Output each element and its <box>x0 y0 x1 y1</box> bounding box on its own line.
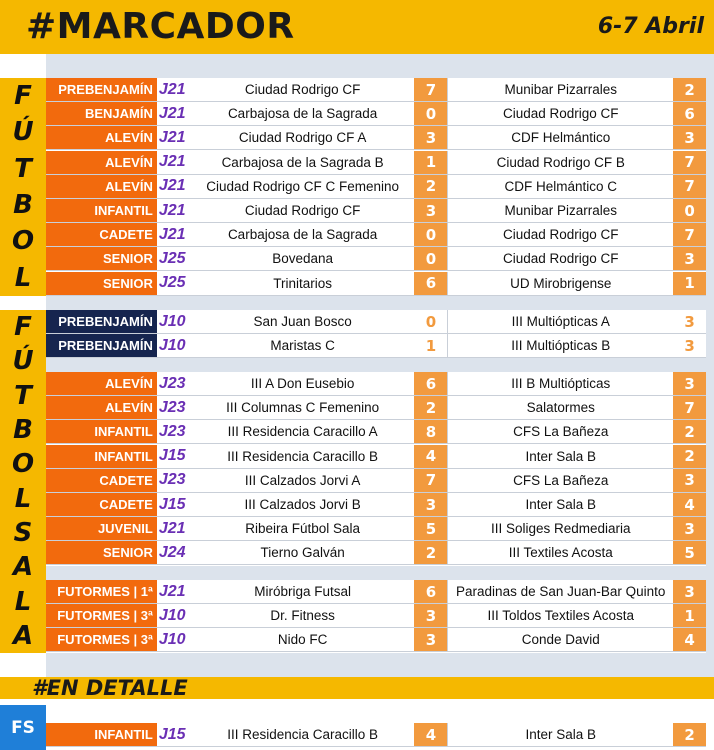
category-label: BENJAMÍN <box>46 102 157 125</box>
matchday-label: J21 <box>157 102 191 125</box>
match-row <box>46 310 706 334</box>
grey-strip <box>46 653 714 677</box>
matchday-label: J23 <box>157 469 191 492</box>
away-score: 3 <box>673 334 706 357</box>
away-score: 6 <box>673 102 706 125</box>
matchday-label: J23 <box>157 396 191 419</box>
away-team: Inter Sala B <box>448 493 673 516</box>
away-score: 3 <box>673 126 706 149</box>
home-score: 3 <box>414 604 447 627</box>
away-team: Inter Sala B <box>448 723 673 746</box>
matchday-label: J15 <box>157 493 191 516</box>
home-team: Ciudad Rodrigo CF <box>191 78 415 101</box>
category-label: JUVENIL <box>46 517 157 540</box>
matchday-label: J21 <box>157 517 191 540</box>
home-team: Bovedana <box>191 247 415 270</box>
away-score: 3 <box>673 372 706 395</box>
home-score: 4 <box>414 723 447 746</box>
home-score: 1 <box>414 334 447 357</box>
match-row <box>46 151 706 175</box>
home-score: 0 <box>414 247 447 270</box>
match-row <box>46 175 706 199</box>
sidebar-letter: A <box>12 552 34 583</box>
grey-strip <box>46 296 714 310</box>
category-label: INFANTIL <box>46 723 157 746</box>
matchday-label: J10 <box>157 628 191 651</box>
matchday-label: J21 <box>157 78 191 101</box>
home-score: 0 <box>414 310 447 333</box>
category-label: SENIOR <box>46 541 157 564</box>
away-team: Paradinas de San Juan-Bar Quinto <box>448 580 673 603</box>
category-label: ALEVÍN <box>46 396 157 419</box>
away-team: UD Mirobrigense <box>448 272 673 295</box>
match-row <box>46 247 706 271</box>
matchday-label: J10 <box>157 604 191 627</box>
match-row <box>46 723 706 747</box>
category-label: SENIOR <box>46 247 157 270</box>
category-label: ALEVÍN <box>46 175 157 198</box>
home-score: 2 <box>414 175 447 198</box>
match-row <box>46 272 706 296</box>
sidebar-letter: F <box>14 312 32 343</box>
sidebar-letter: T <box>14 380 32 411</box>
match-row <box>46 372 706 396</box>
match-row <box>46 517 706 541</box>
home-team: Nido FC <box>191 628 415 651</box>
away-team: CFS La Bañeza <box>448 469 673 492</box>
away-team: Salatormes <box>448 396 673 419</box>
category-label: INFANTIL <box>46 199 157 222</box>
away-score: 7 <box>673 396 706 419</box>
match-row <box>46 604 706 628</box>
away-team: Ciudad Rodrigo CF <box>448 247 673 270</box>
away-score: 1 <box>673 604 706 627</box>
away-team: Munibar Pizarrales <box>448 78 673 101</box>
futsal-badge: FS <box>0 705 46 750</box>
home-team: San Juan Bosco <box>191 310 415 333</box>
home-team: Carbajosa de la Sagrada B <box>191 151 415 174</box>
away-score: 3 <box>673 310 706 333</box>
home-team: III A Don Eusebio <box>191 372 415 395</box>
away-team: III Soliges Redmediaria <box>448 517 673 540</box>
home-score: 4 <box>414 445 447 468</box>
category-label: ALEVÍN <box>46 126 157 149</box>
match-row <box>46 334 706 358</box>
sidebar-letter: L <box>14 586 32 617</box>
away-score: 7 <box>673 175 706 198</box>
match-row <box>46 396 706 420</box>
home-team: Maristas C <box>191 334 415 357</box>
home-team: Trinitarios <box>191 272 415 295</box>
home-team: III Residencia Caracillo B <box>191 445 415 468</box>
category-label: PREBENJAMÍN <box>46 78 157 101</box>
match-dates: 6-7 Abril <box>597 14 704 39</box>
match-row <box>46 102 706 126</box>
home-score: 2 <box>414 396 447 419</box>
home-score: 3 <box>414 628 447 651</box>
home-score: 3 <box>414 493 447 516</box>
away-score: 3 <box>673 247 706 270</box>
sidebar-letter: B <box>13 415 33 446</box>
home-score: 3 <box>414 126 447 149</box>
matchday-label: J23 <box>157 372 191 395</box>
home-score: 3 <box>414 199 447 222</box>
category-label: INFANTIL <box>46 445 157 468</box>
away-team: III Toldos Textiles Acosta <box>448 604 673 627</box>
grey-strip <box>46 54 714 78</box>
sidebar-letter: T <box>14 153 32 184</box>
grey-strip <box>46 358 714 372</box>
home-score: 0 <box>414 102 447 125</box>
away-team: Inter Sala B <box>448 445 673 468</box>
category-label: ALEVÍN <box>46 372 157 395</box>
matchday-label: J21 <box>157 199 191 222</box>
home-team: Carbajosa de la Sagrada <box>191 223 415 246</box>
home-score: 6 <box>414 372 447 395</box>
away-team: III Textiles Acosta <box>448 541 673 564</box>
away-score: 1 <box>673 272 706 295</box>
matchday-label: J21 <box>157 151 191 174</box>
sidebar-letter: S <box>13 517 33 548</box>
away-score: 4 <box>673 493 706 516</box>
sidebar-futbol <box>0 78 46 296</box>
sidebar-letter: B <box>13 190 33 221</box>
category-label: SENIOR <box>46 272 157 295</box>
match-row <box>46 628 706 652</box>
away-score: 3 <box>673 469 706 492</box>
home-team: III Calzados Jorvi B <box>191 493 415 516</box>
category-label: ALEVÍN <box>46 151 157 174</box>
home-team: Ciudad Rodrigo CF A <box>191 126 415 149</box>
grey-strip <box>706 78 714 653</box>
sidebar-letter: F <box>14 81 32 112</box>
away-team: CDF Helmántico <box>448 126 673 149</box>
match-row <box>46 493 706 517</box>
away-team: III B Multiópticas <box>448 372 673 395</box>
category-label: CADETE <box>46 469 157 492</box>
home-team: III Residencia Caracillo B <box>191 723 415 746</box>
home-score: 7 <box>414 469 447 492</box>
sidebar-letter: O <box>11 226 35 257</box>
away-score: 4 <box>673 628 706 651</box>
match-row <box>46 580 706 604</box>
away-team: Ciudad Rodrigo CF <box>448 223 673 246</box>
home-score: 8 <box>414 420 447 443</box>
home-team: Ciudad Rodrigo CF <box>191 199 415 222</box>
home-team: III Calzados Jorvi A <box>191 469 415 492</box>
away-score: 2 <box>673 445 706 468</box>
home-team: Carbajosa de la Sagrada <box>191 102 415 125</box>
home-score: 6 <box>414 580 447 603</box>
grey-strip <box>46 566 714 580</box>
home-team: Ciudad Rodrigo CF C Femenino <box>191 175 415 198</box>
sidebar-letter: L <box>14 483 32 514</box>
away-team: Munibar Pizarrales <box>448 199 673 222</box>
matchday-label: J25 <box>157 247 191 270</box>
match-row <box>46 445 706 469</box>
home-score: 7 <box>414 78 447 101</box>
detail-title: #EN DETALLE <box>32 676 188 700</box>
away-score: 2 <box>673 420 706 443</box>
matchday-label: J23 <box>157 420 191 443</box>
match-row <box>46 126 706 150</box>
away-team: CDF Helmántico C <box>448 175 673 198</box>
category-label: PREBENJAMÍN <box>46 334 157 357</box>
match-row <box>46 420 706 444</box>
matchday-label: J21 <box>157 126 191 149</box>
match-row <box>46 78 706 102</box>
home-team: Dr. Fitness <box>191 604 415 627</box>
away-team: III Multiópticas B <box>448 334 673 357</box>
away-score: 5 <box>673 541 706 564</box>
home-score: 5 <box>414 517 447 540</box>
home-team: Ribeira Fútbol Sala <box>191 517 415 540</box>
matchday-label: J10 <box>157 334 191 357</box>
away-score: 2 <box>673 78 706 101</box>
match-row <box>46 199 706 223</box>
category-label: INFANTIL <box>46 420 157 443</box>
matchday-label: J24 <box>157 541 191 564</box>
away-score: 7 <box>673 151 706 174</box>
category-label: CADETE <box>46 223 157 246</box>
away-team: Ciudad Rodrigo CF B <box>448 151 673 174</box>
away-score: 3 <box>673 580 706 603</box>
match-row <box>46 469 706 493</box>
matchday-label: J25 <box>157 272 191 295</box>
away-score: 0 <box>673 199 706 222</box>
away-score: 3 <box>673 517 706 540</box>
sidebar-letter: L <box>14 262 32 293</box>
match-row <box>46 223 706 247</box>
away-team: III Multiópticas A <box>448 310 673 333</box>
away-team: Ciudad Rodrigo CF <box>448 102 673 125</box>
away-team: Conde David <box>448 628 673 651</box>
match-row <box>46 541 706 565</box>
home-score: 0 <box>414 223 447 246</box>
home-team: III Columnas C Femenino <box>191 396 415 419</box>
category-label: FUTORMES | 1ª <box>46 580 157 603</box>
away-score: 2 <box>673 723 706 746</box>
matchday-label: J21 <box>157 223 191 246</box>
category-label: PREBENJAMÍN <box>46 310 157 333</box>
matchday-label: J15 <box>157 723 191 746</box>
home-score: 6 <box>414 272 447 295</box>
away-team: CFS La Bañeza <box>448 420 673 443</box>
sidebar-letter: Ú <box>12 346 34 377</box>
home-team: Miróbriga Futsal <box>191 580 415 603</box>
matchday-label: J21 <box>157 175 191 198</box>
category-label: FUTORMES | 3ª <box>46 604 157 627</box>
sidebar-futbol-sala <box>0 310 46 653</box>
matchday-label: J10 <box>157 310 191 333</box>
home-team: III Residencia Caracillo A <box>191 420 415 443</box>
category-label: CADETE <box>46 493 157 516</box>
sidebar-letter: Ú <box>12 117 34 148</box>
page-title: #MARCADOR <box>26 6 295 47</box>
sidebar-letter: O <box>11 449 35 480</box>
matchday-label: J15 <box>157 445 191 468</box>
matchday-label: J21 <box>157 580 191 603</box>
home-team: Tierno Galván <box>191 541 415 564</box>
home-score: 1 <box>414 151 447 174</box>
sidebar-letter: A <box>12 620 34 651</box>
category-label: FUTORMES | 3ª <box>46 628 157 651</box>
away-score: 7 <box>673 223 706 246</box>
home-score: 2 <box>414 541 447 564</box>
